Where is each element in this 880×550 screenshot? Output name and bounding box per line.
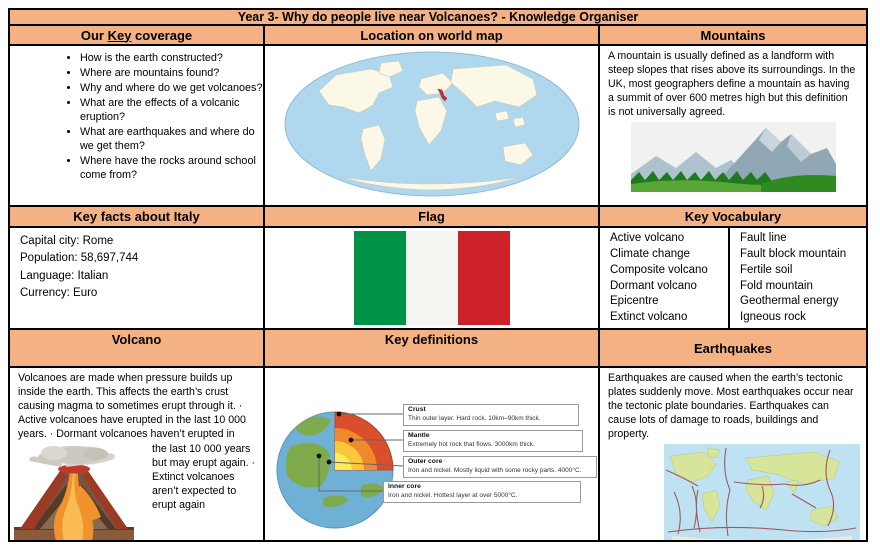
vocabulary-term: Fault line — [740, 232, 787, 244]
world-map-image — [281, 49, 583, 199]
vocabulary-term: Fertile soil — [740, 263, 793, 276]
mountains-illustration — [631, 122, 836, 192]
coverage-bullet: • Where are mountains found? — [80, 66, 263, 80]
volcano-cell — [10, 368, 265, 540]
vocabulary-term: Climate change — [610, 247, 690, 260]
vocabulary-term: Fault block mountain — [740, 247, 847, 260]
mountains-text: A mountain is usually defined as a landform with steep slopes that rises above its surroundings. In the UK, most geographers define a mountain as having a summit of over 600 metres high but this definition is not universally agreed. — [608, 50, 856, 118]
coverage-cell — [10, 46, 265, 207]
vocabulary-term: Igneous rock — [740, 311, 806, 324]
vocabulary-term: Fold mountain — [740, 279, 813, 292]
italy-facts-cell — [10, 228, 265, 330]
definition-desc: Thin outer layer. Hard rock. 10km–90km thick. — [408, 414, 541, 422]
definition-term: Crust — [408, 406, 426, 413]
world-map-cell — [265, 46, 600, 207]
mountains-cell — [600, 46, 866, 207]
vocabulary-term: Geothermal energy — [740, 295, 839, 308]
vocabulary-term: Dormant volcano — [610, 279, 697, 292]
flag-red-stripe — [458, 231, 510, 325]
header-location-on-world-map: Location on world map — [265, 26, 600, 46]
earthquakes-cell — [600, 368, 866, 540]
header-earthquakes: Earthquakes — [600, 330, 866, 368]
vocabulary-term: Active volcano — [610, 232, 685, 244]
italy-fact: Language: Italian — [20, 269, 109, 282]
definition-crust — [403, 404, 579, 426]
coverage-bullet-list — [10, 51, 263, 182]
italy-flag — [354, 231, 510, 325]
coverage-bullet: • What are earthquakes and where do we get them? — [80, 125, 263, 153]
header-key-definitions: Key definitions — [265, 330, 600, 368]
flag-white-stripe — [406, 231, 458, 325]
header-text: Our Key coverage — [80, 27, 193, 43]
volcano-text-wrapped: the last 10 000 years but may erupt again. · Extinct volcanoes aren’t expected to erupt again — [152, 443, 256, 511]
italy-facts-list — [10, 228, 263, 302]
vocabulary-term: Epicentre — [610, 295, 659, 308]
coverage-bullet: • Why and where do we get volcanoes? — [80, 81, 263, 95]
definition-outer-core — [403, 456, 597, 478]
flag-cell — [265, 228, 600, 330]
vocabulary-column-2 — [730, 228, 866, 328]
tectonic-plates-map — [664, 444, 860, 540]
italy-fact: Currency: Euro — [20, 286, 98, 299]
organiser-table — [10, 10, 866, 540]
coverage-bullet: • How is the earth constructed? — [80, 51, 263, 65]
header-mountains: Mountains — [600, 26, 866, 46]
header-volcano: Volcano — [10, 330, 265, 368]
definition-term: Inner core — [388, 483, 421, 490]
vocabulary-term: Composite volcano — [610, 263, 708, 276]
volcano-text: Volcanoes are made when pressure builds up inside the earth. This affects the earth’s crust causing magma to sometimes erupt through it. · Active volcanoes have erupted in the last 10 000 years. · Dormant volcanoes haven’t erupted in — [18, 372, 246, 440]
definition-desc: Iron and nickel. Mostly liquid with some rocky parts. 4000°C. — [408, 466, 582, 474]
flag-green-stripe — [354, 231, 406, 325]
page-title: Year 3- Why do people live near Volcanoes? - Knowledge Organiser — [10, 10, 866, 26]
volcano-illustration — [10, 441, 138, 540]
definition-mantle — [403, 430, 583, 452]
earthquakes-text: Earthquakes are caused when the earth’s tectonic plates suddenly move. Most earthquakes occur near the tectonic plate boundaries. Earthquakes can cause lots of damage to roads, buildings and property. — [608, 372, 854, 440]
header-key-vocabulary: Key Vocabulary — [600, 207, 866, 228]
italy-fact: Population: 58,697,744 — [20, 252, 139, 265]
italy-fact: Capital city: Rome — [20, 235, 114, 247]
earth-layers-diagram — [265, 368, 600, 540]
definition-desc: Extremely hot rock that flows. 3000km thick. — [408, 440, 535, 448]
knowledge-organiser-sheet — [8, 8, 868, 542]
definition-term: Outer core — [408, 458, 443, 465]
definition-desc: Iron and nickel. Hottest layer at over 5000°C. — [388, 491, 518, 499]
coverage-bullet: • Where have the rocks around school come from? — [80, 154, 263, 182]
vocabulary-term: Extinct volcano — [610, 311, 688, 324]
header-key-facts-italy: Key facts about Italy — [10, 207, 265, 228]
header-flag: Flag — [265, 207, 600, 228]
header-our-key-coverage — [10, 26, 265, 46]
key-definitions-cell — [265, 368, 600, 540]
vocabulary-cell — [600, 228, 866, 330]
vocabulary-column-1 — [600, 228, 730, 328]
definition-term: Mantle — [408, 432, 430, 439]
definition-inner-core — [383, 481, 581, 503]
coverage-bullet: • What are the effects of a volcanic eruption? — [80, 96, 263, 124]
